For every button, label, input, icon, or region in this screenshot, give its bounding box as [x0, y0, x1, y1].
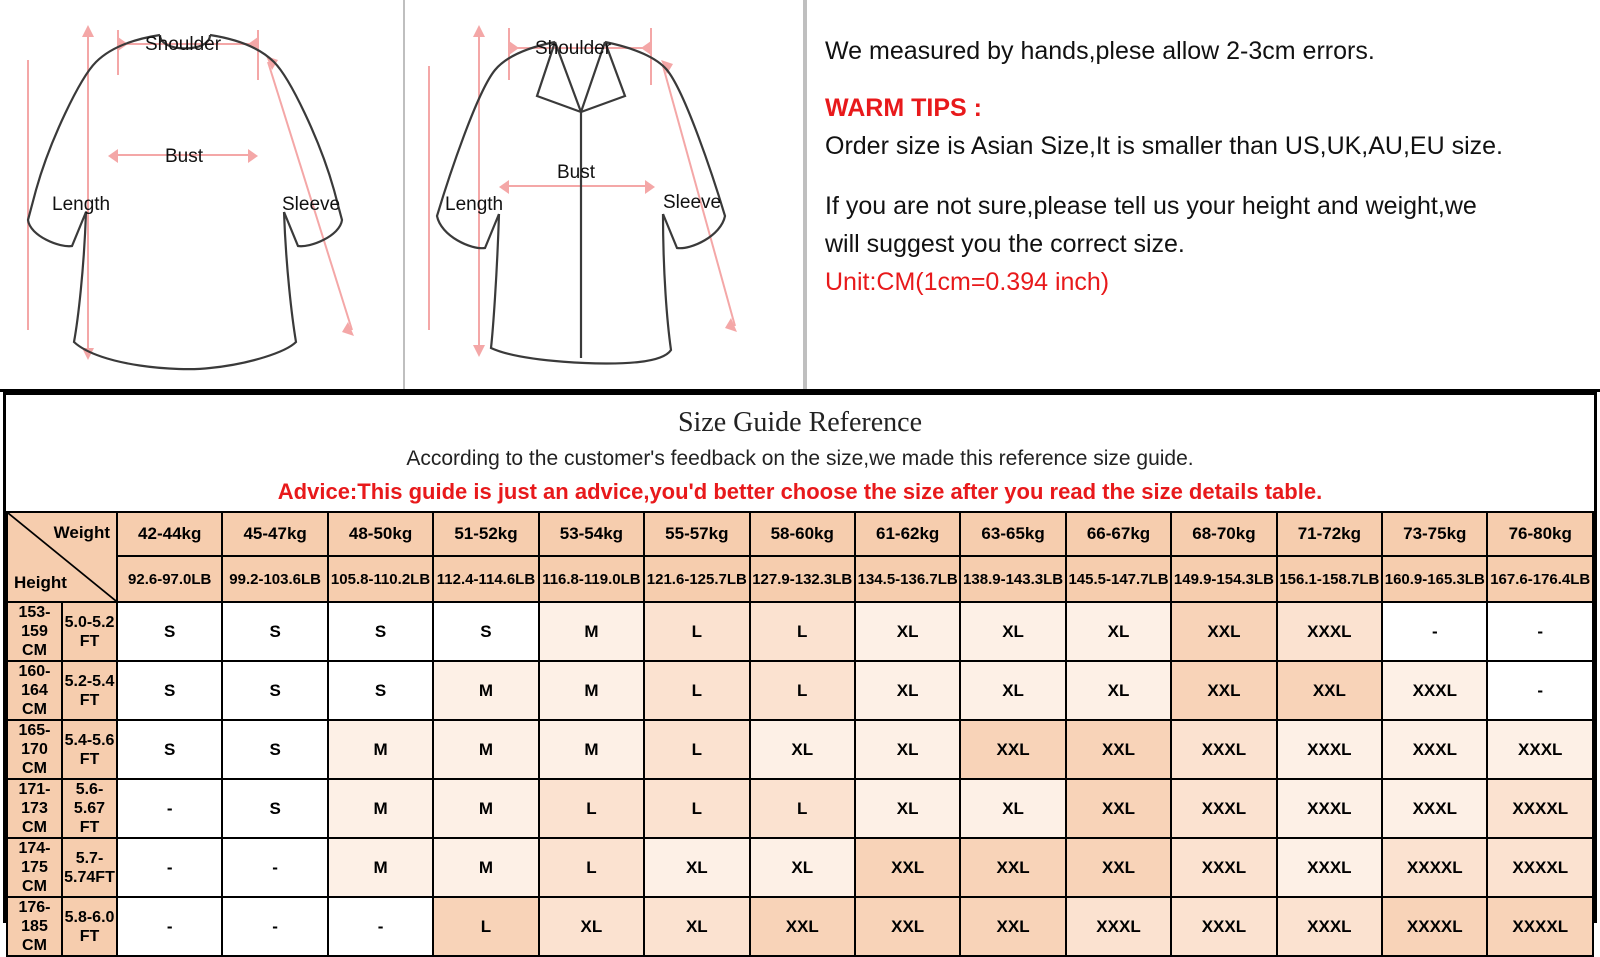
shirt-diagram	[405, 0, 805, 389]
weight-lb-header: 105.8-110.2LB	[328, 556, 433, 602]
size-cell: S	[222, 602, 327, 661]
size-cell: L	[750, 661, 855, 720]
size-cell: XXXL	[1171, 720, 1276, 779]
size-cell: XXL	[855, 897, 960, 956]
weight-kg-header: 71-72kg	[1277, 512, 1382, 556]
size-cell: XL	[750, 720, 855, 779]
size-cell: S	[117, 602, 222, 661]
weight-kg-header: 42-44kg	[117, 512, 222, 556]
size-cell: XXL	[960, 897, 1065, 956]
size-cell: XXL	[1066, 720, 1171, 779]
size-cell: XXXL	[1382, 661, 1487, 720]
weight-kg-header: 76-80kg	[1487, 512, 1593, 556]
row-height-ft: 5.7-5.74FT	[62, 838, 117, 897]
size-cell: -	[117, 897, 222, 956]
size-cell: S	[117, 661, 222, 720]
tee-illustration	[0, 0, 405, 389]
size-cell: L	[539, 838, 644, 897]
size-cell: XXXL	[1171, 779, 1276, 838]
weight-kg-header: 58-60kg	[750, 512, 855, 556]
size-cell: S	[222, 661, 327, 720]
table-head	[7, 512, 1593, 602]
row-height-cm: 176-185 CM	[7, 897, 62, 956]
size-cell: L	[539, 779, 644, 838]
label-bust: Bust	[557, 162, 596, 183]
size-cell: XXXXL	[1382, 897, 1487, 956]
weight-lb-header: 160.9-165.3LB	[1382, 556, 1487, 602]
weight-lb-header: 99.2-103.6LB	[222, 556, 327, 602]
size-cell: XXL	[960, 838, 1065, 897]
size-cell: M	[328, 779, 433, 838]
size-cell: XL	[855, 779, 960, 838]
size-cell: L	[644, 602, 749, 661]
row-height-cm: 171-173 CM	[7, 779, 62, 838]
size-cell: -	[117, 779, 222, 838]
header-row-kg	[7, 512, 1593, 556]
size-cell: -	[222, 897, 327, 956]
weight-kg-header: 73-75kg	[1382, 512, 1487, 556]
weight-lb-header: 134.5-136.7LB	[855, 556, 960, 602]
size-cell: XXXL	[1277, 779, 1382, 838]
size-cell: XXL	[1171, 602, 1276, 661]
size-cell: XXXL	[1382, 779, 1487, 838]
row-height-ft: 5.6-5.67 FT	[62, 779, 117, 838]
weight-kg-header: 61-62kg	[855, 512, 960, 556]
weight-lb-header: 149.9-154.3LB	[1171, 556, 1276, 602]
size-cell: XL	[1066, 602, 1171, 661]
size-cell: S	[328, 602, 433, 661]
size-cell: L	[644, 720, 749, 779]
size-cell: XXXXL	[1382, 838, 1487, 897]
table-row	[7, 602, 1593, 661]
weight-lb-header: 156.1-158.7LB	[1277, 556, 1382, 602]
size-cell: M	[433, 838, 538, 897]
size-cell: S	[222, 720, 327, 779]
size-cell: XL	[855, 602, 960, 661]
size-cell: M	[433, 720, 538, 779]
size-cell: XL	[539, 897, 644, 956]
unit-note: Unit:CM(1cm=0.394 inch)	[825, 268, 1110, 296]
size-guide-reference	[3, 392, 1597, 954]
size-cell: M	[539, 720, 644, 779]
header-row-lb	[7, 556, 1593, 602]
row-height-ft: 5.8-6.0 FT	[62, 897, 117, 956]
size-cell: XXXL	[1277, 897, 1382, 956]
size-cell: XXXL	[1277, 838, 1382, 897]
size-cell: XXXL	[1277, 720, 1382, 779]
size-cell: L	[750, 602, 855, 661]
size-cell: M	[539, 602, 644, 661]
weight-kg-header: 68-70kg	[1171, 512, 1276, 556]
row-height-cm: 174-175 CM	[7, 838, 62, 897]
weight-kg-header: 48-50kg	[328, 512, 433, 556]
weight-kg-header: 45-47kg	[222, 512, 327, 556]
size-cell: S	[328, 661, 433, 720]
size-cell: M	[328, 720, 433, 779]
size-cell: XXL	[1171, 661, 1276, 720]
size-cell: XXXL	[1487, 720, 1593, 779]
weight-lb-header: 138.9-143.3LB	[960, 556, 1065, 602]
label-shoulder: Shoulder	[535, 38, 612, 59]
top-section	[0, 0, 1600, 392]
weight-kg-header: 51-52kg	[433, 512, 538, 556]
size-cell: M	[433, 661, 538, 720]
weight-lb-header: 112.4-114.6LB	[433, 556, 538, 602]
size-cell: S	[222, 779, 327, 838]
guide-subtitle: According to the customer's feedback on the size,we made this reference size guide.	[406, 447, 1194, 470]
weight-lb-header: 167.6-176.4LB	[1487, 556, 1593, 602]
size-cell: XL	[644, 838, 749, 897]
size-cell: XXXL	[1066, 897, 1171, 956]
size-cell: L	[644, 779, 749, 838]
size-cell: XXXL	[1171, 838, 1276, 897]
size-cell: M	[433, 779, 538, 838]
guide-advice: Advice:This guide is just an advice,you'd better choose the size after you read the size details table.	[277, 479, 1323, 504]
size-cell: L	[644, 661, 749, 720]
size-cell: XL	[960, 661, 1065, 720]
corner-header	[7, 512, 117, 602]
guide-title: Size Guide Reference	[677, 407, 923, 438]
table-row	[7, 779, 1593, 838]
row-height-cm: 153-159 CM	[7, 602, 62, 661]
size-cell: XXXXL	[1487, 779, 1593, 838]
weight-lb-header: 127.9-132.3LB	[750, 556, 855, 602]
size-cell: XL	[1066, 661, 1171, 720]
row-height-ft: 5.2-5.4 FT	[62, 661, 117, 720]
size-cell: L	[433, 897, 538, 956]
womens-tee-diagram	[0, 0, 405, 389]
size-cell: XXL	[750, 897, 855, 956]
label-shoulder: Shoulder	[145, 34, 222, 55]
size-cell: -	[1382, 602, 1487, 661]
warm-tips-heading: WARM TIPS :	[825, 94, 982, 122]
row-height-cm: 165-170 CM	[7, 720, 62, 779]
size-cell: XXXL	[1382, 720, 1487, 779]
weight-label: Weight	[53, 523, 110, 542]
weight-lb-header: 116.8-119.0LB	[539, 556, 644, 602]
size-cell: XXL	[855, 838, 960, 897]
label-sleeve: Sleeve	[282, 194, 341, 215]
weight-kg-header: 55-57kg	[644, 512, 749, 556]
size-cell: XXXXL	[1487, 897, 1593, 956]
size-cell: XL	[855, 720, 960, 779]
not-sure-note-line1: If you are not sure,please tell us your height and weight,we	[825, 192, 1477, 220]
size-cell: XXXXL	[1487, 838, 1593, 897]
warm-tips-panel	[805, 0, 1600, 389]
row-height-cm: 160-164 CM	[7, 661, 62, 720]
size-cell: -	[328, 897, 433, 956]
weight-kg-header: 63-65kg	[960, 512, 1065, 556]
size-cell: XXXL	[1171, 897, 1276, 956]
size-cell: XL	[960, 602, 1065, 661]
size-cell: XL	[855, 661, 960, 720]
table-row	[7, 720, 1593, 779]
size-cell: -	[222, 838, 327, 897]
row-height-ft: 5.0-5.2 FT	[62, 602, 117, 661]
table-row	[7, 661, 1593, 720]
label-length: Length	[445, 194, 504, 215]
shirt-illustration	[405, 0, 805, 389]
size-cell: -	[1487, 602, 1593, 661]
size-cell: L	[750, 779, 855, 838]
weight-lb-header: 92.6-97.0LB	[117, 556, 222, 602]
label-sleeve: Sleeve	[663, 192, 722, 213]
size-cell: XXL	[1066, 838, 1171, 897]
measure-note: We measured by hands,plese allow 2-3cm errors.	[825, 37, 1375, 65]
size-cell: XXL	[1066, 779, 1171, 838]
size-cell: -	[117, 838, 222, 897]
size-guide-table	[6, 511, 1594, 957]
size-cell: XXL	[1277, 661, 1382, 720]
size-cell: XL	[750, 838, 855, 897]
size-cell: -	[1487, 661, 1593, 720]
table-body	[7, 602, 1593, 956]
size-cell: M	[328, 838, 433, 897]
not-sure-note-line2: will suggest you the correct size.	[825, 230, 1185, 258]
row-height-ft: 5.4-5.6 FT	[62, 720, 117, 779]
weight-kg-header: 66-67kg	[1066, 512, 1171, 556]
size-cell: S	[117, 720, 222, 779]
size-cell: XL	[960, 779, 1065, 838]
height-label: Height	[14, 573, 67, 592]
size-cell: S	[433, 602, 538, 661]
weight-lb-header: 121.6-125.7LB	[644, 556, 749, 602]
label-length: Length	[52, 194, 111, 215]
size-cell: XL	[644, 897, 749, 956]
size-cell: M	[539, 661, 644, 720]
size-cell: XXL	[960, 720, 1065, 779]
weight-lb-header: 145.5-147.7LB	[1066, 556, 1171, 602]
size-cell: XXXL	[1277, 602, 1382, 661]
table-row	[7, 838, 1593, 897]
label-bust: Bust	[165, 146, 204, 167]
asian-size-note: Order size is Asian Size,It is smaller than US,UK,AU,EU size.	[825, 132, 1503, 160]
weight-kg-header: 53-54kg	[539, 512, 644, 556]
